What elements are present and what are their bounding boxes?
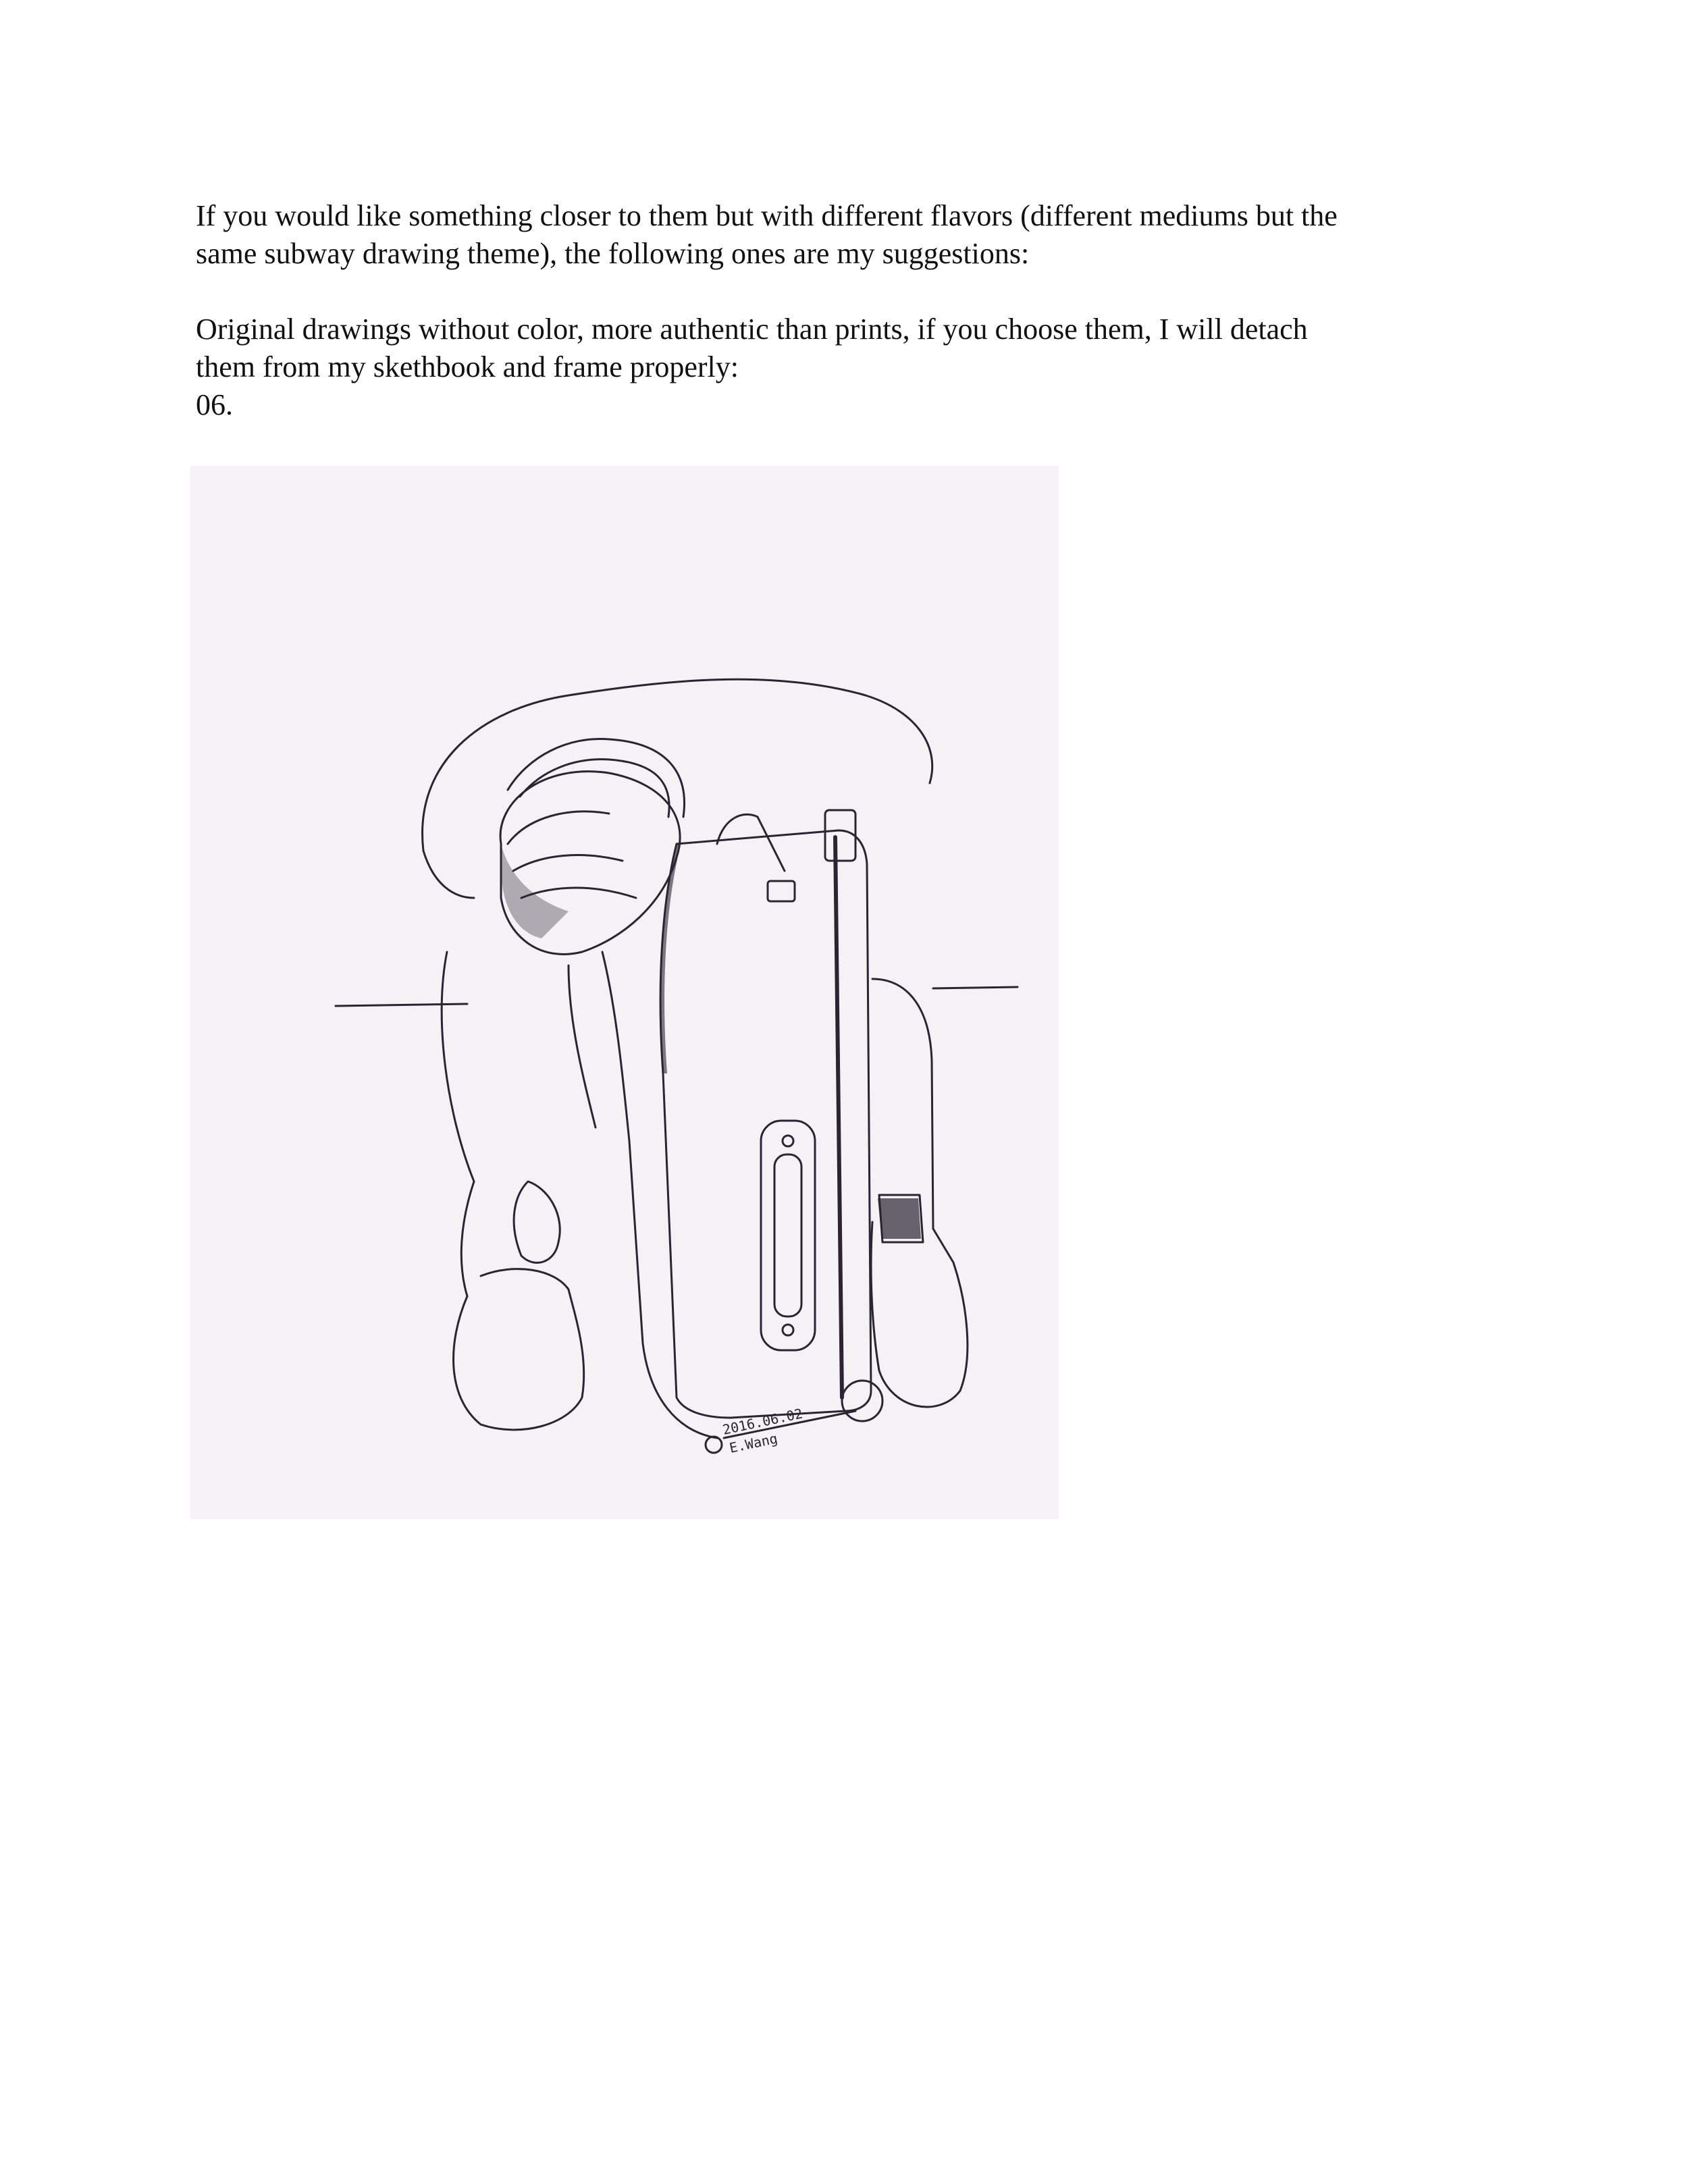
paragraph-originals (196, 311, 1519, 424)
text-line: Original drawings without color, more authentic than prints, if you choose them, I will detach (196, 313, 1308, 346)
sketch-drawing (190, 466, 1059, 1519)
item-number: 06. (196, 388, 233, 421)
text-line: them from my skethbook and frame properly: (196, 350, 739, 383)
paragraph-intro (196, 197, 1519, 273)
text-line: If you would like something closer to them but with different flavors (different mediums but the (196, 199, 1338, 232)
sketch-signature: E.Wang (728, 1430, 779, 1456)
body-text (196, 197, 1519, 424)
sketch-image (190, 466, 1059, 1519)
sketch-date: 2016.06.02 (721, 1405, 804, 1438)
text-line: same subway drawing theme), the following ones are my suggestions: (196, 237, 1030, 270)
